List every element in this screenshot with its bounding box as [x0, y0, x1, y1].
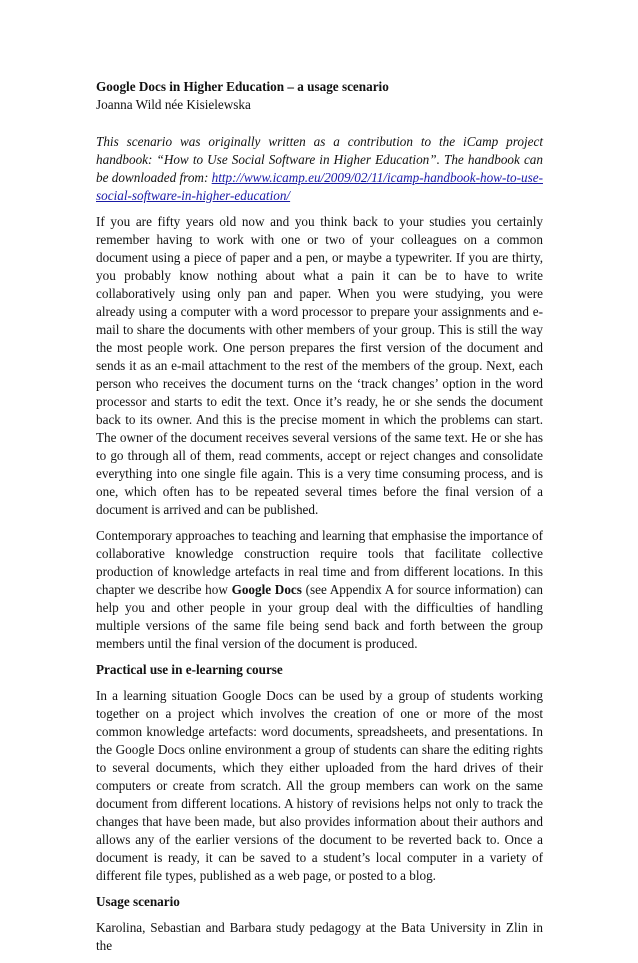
paragraph-contemporary-approaches	[96, 527, 543, 653]
paragraph-learning-situation: In a learning situation Google Docs can be used by a group of students working together on a project which involves the creation of one or more of the most common knowledge artefacts: word documents, spreadsheets, and presentations. In the Google Docs online environment a group of students can share the editing rights to several documents, which they either uploaded from the hard drives of their computers or create from scratch. All the group members can work on the same document from different locations. A history of revisions helps not only to track the changes that have been made, but also provides information about their authors and allows any of the earlier versions of the document to be reverted back to. Once a document is ready, it can be saved to a student’s local computer in a variety of different file types, published as a web page, or posted to a blog.	[96, 688, 543, 883]
intro-paragraph	[96, 133, 543, 205]
document-page	[96, 78, 543, 963]
section-heading-practical-use: Practical use in e-learning course	[96, 662, 283, 677]
intro-text: This scenario was originally written as a contribution to the iCamp project handbook: “How to Use Social Software in Higher Education”. The handbook can be downloaded from:	[96, 134, 543, 185]
paragraph-text-before: Contemporary approaches to teaching and learning that emphasise the importance of collaborative knowledge construction require tools that facilitate collective production of knowledge artefacts in real time and from different locations. In this chapter we describe how	[96, 528, 543, 597]
document-title: Google Docs in Higher Education – a usage scenario	[96, 79, 389, 94]
paragraph-studies: If you are fifty years old now and you think back to your studies you certainly remember having to work with one or two of your colleagues on a common document using a piece of paper and a pen, or maybe a typewriter. If you are thirty, you probably know nothing about what a pain it can be to have to write collaboratively using only pan and paper. When you were studying, you were already using a computer with a word processor to prepare your assignments and e-mail to share the documents with other members of your group. This is still the way the most people work. One person prepares the first version of the document and sends it as an e-mail attachment to the rest of the members of the group. Next, each person who receives the document turns on the ‘track changes’ option in the word processor and starts to edit the text. Once it’s ready, he or she sends the document back to its owner. And this is the precise moment in which the problems can start. The owner of the document receives several versions of the same text. He or she has to go through all of them, read comments, accept or reject changes and consolidate everything into one single file again. This is a very time consuming process, and is one, which often has to be repeated several times before the final version of a document is arrived and can be published.	[96, 214, 543, 517]
paragraph-usage-scenario: Karolina, Sebastian and Barbara study pedagogy at the Bata University in Zlin in the	[96, 920, 543, 953]
google-docs-emphasis: Google Docs	[231, 582, 302, 597]
section-heading-usage-scenario: Usage scenario	[96, 894, 180, 909]
document-author: Joanna Wild née Kisielewska	[96, 97, 251, 112]
paragraph-text-after: (see Appendix A for source information) can help you and other people in your group deal with the difficulties of handling multiple versions of the same file being send back and forth between the group members until the final version of the document is produced.	[96, 582, 543, 651]
handbook-link[interactable]: http://www.icamp.eu/2009/02/11/icamp-handbook-how-to-use-social-software-in-higher-education/	[96, 170, 543, 203]
